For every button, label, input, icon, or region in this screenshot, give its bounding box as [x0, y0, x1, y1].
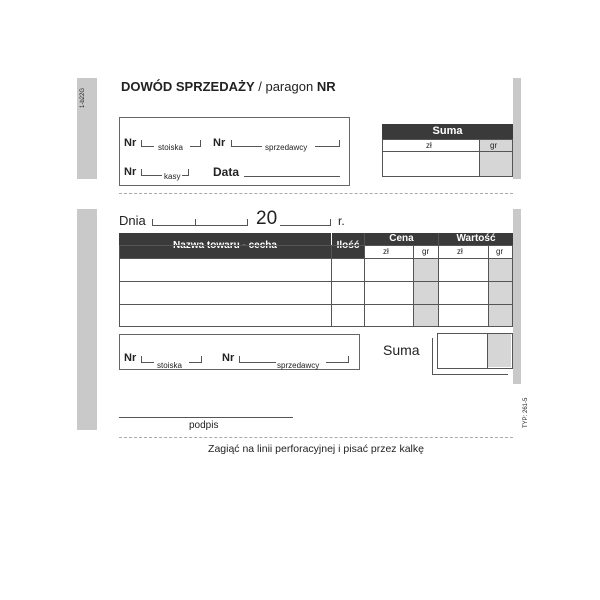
table-row[interactable]	[120, 282, 512, 303]
title-nr: NR	[316, 79, 336, 94]
top-kasy-line[interactable]	[141, 169, 162, 176]
col-header-price-label: Cena	[389, 233, 414, 244]
title-separator: / paragon	[258, 79, 314, 94]
month-field[interactable]	[195, 219, 248, 226]
col-header-value-label: Wartość	[456, 233, 496, 244]
top-nr-stoiska-label: Nr	[124, 137, 137, 149]
bottom-suma-label: Suma	[383, 342, 420, 358]
bottom-suma-value-zl[interactable]	[438, 334, 487, 368]
bottom-nr-stoiska-label: Nr	[124, 352, 137, 364]
price-zl-label: zł	[383, 247, 389, 256]
bottom-suma-shadow-left	[432, 338, 433, 374]
col-header-price	[365, 233, 438, 245]
bottom-sprzedawcy-line[interactable]	[239, 356, 276, 363]
title-main: DOWÓD SPRZEDAŻY	[121, 79, 255, 94]
dnia-label: Dnia	[119, 213, 146, 228]
table-row[interactable]	[120, 259, 512, 280]
year-prefix: 20	[256, 208, 278, 229]
bottom-suma-value-gr[interactable]	[488, 334, 512, 368]
top-suma-value-zl[interactable]	[383, 152, 479, 176]
top-sprzedawcy-line[interactable]	[231, 140, 262, 147]
price-gr-label: gr	[422, 247, 430, 256]
top-nr-kasy-label: Nr	[124, 166, 137, 178]
top-data-label: Data	[213, 165, 240, 179]
col-header-value	[439, 233, 513, 245]
form-code: 1-b22G	[80, 87, 86, 108]
fold-instruction: Zagiąć na linii perforacyjnej i pisać przez kalkę	[208, 443, 424, 455]
top-kasy-line-end	[182, 169, 189, 176]
bottom-stoiska-line[interactable]	[141, 356, 154, 363]
perforation-line-top	[119, 193, 513, 194]
left-margin-strip-bottom	[77, 209, 97, 430]
top-sprzedawcy-line-end	[315, 140, 340, 147]
top-stoiska-caption: stoiska	[158, 143, 183, 152]
perforation-line-bottom	[119, 437, 513, 438]
col-header-qty-label: Ilość	[336, 240, 360, 251]
top-suma-header	[382, 124, 513, 139]
top-suma-value-gr[interactable]	[480, 152, 512, 176]
bottom-suma-shadow-bottom	[432, 374, 508, 375]
month-field-end	[247, 219, 248, 226]
bottom-nr-sprzedawcy-label: Nr	[222, 352, 235, 364]
signature-line[interactable]	[119, 417, 293, 418]
signature-caption: podpis	[189, 420, 219, 431]
table-row[interactable]	[120, 305, 512, 326]
form-type-code: TYP: 261-5	[523, 397, 529, 428]
col-header-name-label: Nazwa towaru - cecha	[173, 240, 277, 251]
top-data-line[interactable]	[244, 176, 340, 177]
top-sprzedawcy-caption: sprzedawcy	[265, 143, 308, 152]
bottom-stoiska-line-end	[189, 356, 202, 363]
year-field[interactable]	[280, 219, 331, 226]
right-margin-strip-top	[513, 78, 521, 179]
right-margin-strip-bottom	[513, 209, 521, 384]
top-suma-header-label: Suma	[432, 125, 463, 137]
bottom-sprzedawcy-caption: sprzedawcy	[277, 361, 320, 370]
top-stoiska-line-end	[190, 140, 201, 147]
bottom-stoiska-caption: stoiska	[157, 361, 182, 370]
top-nr-sprzedawcy-label: Nr	[213, 137, 226, 149]
bottom-sprzedawcy-line-end	[326, 356, 349, 363]
day-field[interactable]	[152, 219, 195, 226]
top-stoiska-line[interactable]	[141, 140, 154, 147]
value-gr-label: gr	[496, 247, 504, 256]
top-suma-zl: zł	[426, 141, 432, 150]
value-zl-label: zł	[457, 247, 463, 256]
r-label: r.	[338, 214, 345, 228]
receipt-title	[121, 79, 336, 94]
bottom-info-box	[119, 334, 360, 370]
top-kasy-caption: kasy	[164, 172, 181, 181]
top-suma-gr: gr	[490, 141, 498, 150]
